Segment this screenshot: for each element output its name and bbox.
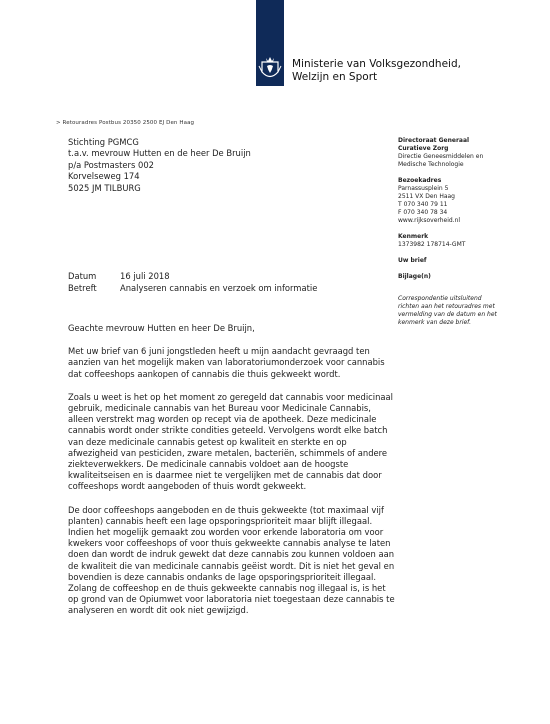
date-value: 16 juli 2018	[120, 271, 170, 281]
visit-address-line: Parnassusplein 5	[398, 185, 449, 192]
letter-meta	[68, 270, 317, 294]
directorate-subtitle: Curatieve Zorg	[398, 145, 449, 152]
correspondence-note: Correspondentie uitsluitend richten aan het retouradres met vermelding van de datum en het kenmerk van deze brief.	[398, 295, 497, 326]
subject-label: Betreft	[68, 283, 97, 293]
paragraph: De door coffeeshops aangeboden en de thuis gekweekte (tot maximaal vijf planten) cannabis heeft een lage opsporingsprioriteit maar blijft illegaal. Indien het mogelijk gemaakt zou worden voor erkende laboratoria om voor kwekers voor coffeeshops of voor thuis gekweekte cannabis analyse te laten doen dan wordt de indruk gewekt dat deze cannabis zou kunnen voldoen aan de kwaliteit die van medicinale cannabis geëist wordt. Dit is niet het geval en bovendien is deze cannabis ondanks de lage opsporingsprioriteit illegaal. Zolang de coffeeshop en de thuis gekweekte cannabis nog illegaal is, is het op grond van de Opiumwet voor laboratoria niet toegestaan deze cannabis te analyseren en wordt dit ook niet gewijzigd.	[68, 504, 395, 616]
reference-title: Kenmerk	[398, 233, 429, 240]
recipient-line: Stichting PGMCG	[68, 137, 139, 147]
paragraph: Zoals u weet is het op het moment zo geregeld dat cannabis voor medicinaal gebruik, medicinale cannabis van het Bureau voor Medicinale Cannabis, alleen verstrekt mag worden op recept via de apotheek. Deze medicinale cannabis wordt onder strikte condities geteeld. Vervolgens wordt elke batch van deze medicinale cannabis getest op kwaliteit en sterkte en op afwezigheid van pesticiden, zware metalen, bacteriën, schimmels of andere ziekteverwekkers. De medicinale cannabis voldoet aan de hoogste kwaliteitseisen en is daarmee niet te vergelijken met de cannabis dat door coffeeshops wordt aangeboden of thuis wordt gekweekt.	[68, 391, 394, 492]
department-line: Medische Technologie	[398, 161, 464, 168]
your-letter-title: Uw brief	[398, 257, 427, 264]
ministry-name	[292, 58, 461, 84]
ministry-line-1: Ministerie van Volksgezondheid,	[292, 58, 461, 70]
recipient-line: p/a Postmasters 002	[68, 159, 154, 170]
fax-number: F 070 340 78 34	[398, 209, 448, 216]
date-row	[68, 270, 317, 282]
recipient-line: Korvelseweg 174	[68, 171, 140, 182]
website-link[interactable]: www.rijksoverheid.nl	[398, 217, 461, 224]
subject-value: Analyseren cannabis en verzoek om informatie	[120, 283, 318, 293]
attachments-block	[398, 273, 538, 281]
ministry-line-2: Welzijn en Sport	[292, 71, 378, 83]
reference-block	[398, 233, 538, 249]
directorate-title: Directoraat Generaal	[398, 137, 470, 144]
sender-info-column	[398, 137, 538, 327]
return-address: > Retouradres Postbus 20350 2500 EJ Den Haag	[56, 120, 195, 126]
attachments-title: Bijlage(n)	[398, 273, 431, 280]
letter-body	[68, 323, 398, 629]
department-line: Directie Geneesmiddelen en	[398, 153, 484, 160]
subject-row	[68, 282, 317, 294]
your-letter-block	[398, 257, 538, 265]
salutation: Geachte mevrouw Hutten en heer De Bruijn,	[68, 323, 255, 333]
visit-address-line: 2511 VX Den Haag	[398, 193, 455, 200]
date-label: Datum	[68, 271, 97, 281]
phone-number: T 070 340 79 11	[398, 201, 448, 208]
recipient-line: t.a.v. mevrouw Hutten en de heer De Bruijn	[68, 148, 251, 159]
paragraph: Met uw brief van 6 juni jongstleden heeft u mijn aandacht gevraagd ten aanzien van het mogelijk maken van laboratoriumonderzoek voor cannabis dat coffeeshops aankopen of cannabis die thuis gekweekt wordt.	[68, 346, 385, 379]
directorate-block	[398, 137, 538, 169]
visit-address-block	[398, 177, 538, 225]
coat-of-arms-icon	[258, 56, 282, 82]
recipient-line: 5025 JM TILBURG	[68, 182, 141, 193]
recipient-address	[68, 137, 251, 194]
reference-value: 1373982 178714-GMT	[398, 241, 466, 248]
visit-address-title: Bezoekadres	[398, 177, 442, 184]
